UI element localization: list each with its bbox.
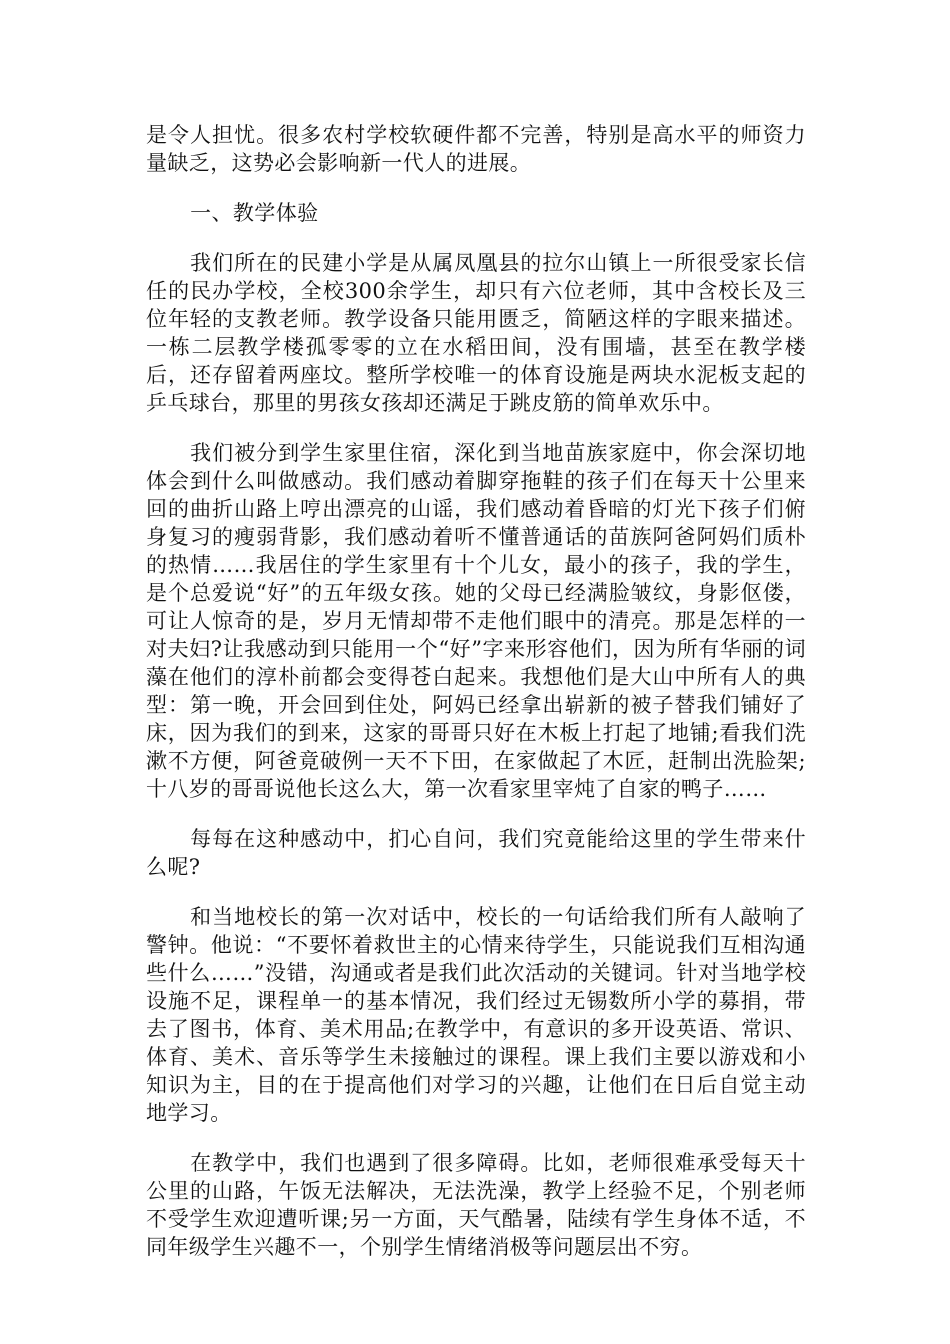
document-page (146, 121, 806, 1283)
paragraph-reflection: 每每在这种感动中，扪心自问，我们究竟能给这里的学生带来什么呢? (146, 827, 806, 879)
section-heading: 一、教学体验 (190, 201, 319, 225)
paragraph-school-description: 我们所在的民建小学是从属凤凰县的拉尔山镇上一所很受家长信任的民办学校，全校300余学生，却只有六位老师，其中含校长及三位年轻的支教老师。教学设备只能用匮乏，简陋这样的字眼来描述。一栋二层教学楼孤零零的立在水稻田间，没有围墙，甚至在教学楼后，还存留着两座坟。整所学校唯一的体育设施是两块水泥板支起的乒乓球台，那里的男孩女孩却还满足于跳皮筋的简单欢乐中。 (146, 251, 806, 415)
paragraph-continuation: 是令人担忧。很多农村学校软硬件都不完善，特别是高水平的师资力量缺乏，这势必会影响新一代人的进展。 (146, 123, 806, 175)
paragraph-principal-talk: 和当地校长的第一次对话中，校长的一句话给我们所有人敲响了警钟。他说：“不要怀着救世主的心情来待学生，只能说我们互相沟通些什么……”没错，沟通或者是我们此次活动的关键词。针对当地学校设施不足，课程单一的基本情况，我们经过无锡数所小学的募捐，带去了图书，体育、美术用品;在教学中，有意识的多开设英语、常识、体育、美术、音乐等学生未接触过的课程。课上我们主要以游戏和小知识为主，目的在于提高他们对学习的兴趣，让他们在日后自觉主动地学习。 (146, 905, 806, 1125)
paragraph-homestay: 我们被分到学生家里住宿，深化到当地苗族家庭中，你会深切地体会到什么叫做感动。我们感动着脚穿拖鞋的孩子们在每天十公里来回的曲折山路上哼出漂亮的山谣，我们感动着昏暗的灯光下孩子们俯身复习的瘦弱背影，我们感动着听不懂普通话的苗族阿爸阿妈们质朴的热情……我居住的学生家里有十个儿女，最小的孩子，我的学生，是个总爱说“好”的五年级女孩。她的父母已经满脸皱纹，身影伛偻，可让人惊奇的是，岁月无情却带不走他们眼中的清亮。那是怎样的一对夫妇?让我感动到只能用一个“好”字来形容他们，因为所有华丽的词藻在他们的淳朴前都会变得苍白起来。我想他们是大山中所有人的典型：第一晚，开会回到住处，阿妈已经拿出崭新的被子替我们铺好了床，因为我们的到来，这家的哥哥只好在木板上打起了地铺;看我们洗漱不方便，阿爸竟破例一天不下田，在家做起了木匠，赶制出洗脸架;十八岁的哥哥说他长这么大，第一次看家里宰炖了自家的鸭子…… (146, 441, 806, 801)
paragraph-obstacles: 在教学中，我们也遇到了很多障碍。比如，老师很难承受每天十公里的山路，午饭无法解决，无法洗澡，教学上经验不足，个别老师不受学生欢迎遭听课;另一方面，天气酷暑，陆续有学生身体不适，不同年级学生兴趣不一，个别学生情绪消极等问题层出不穷。 (146, 1151, 806, 1259)
